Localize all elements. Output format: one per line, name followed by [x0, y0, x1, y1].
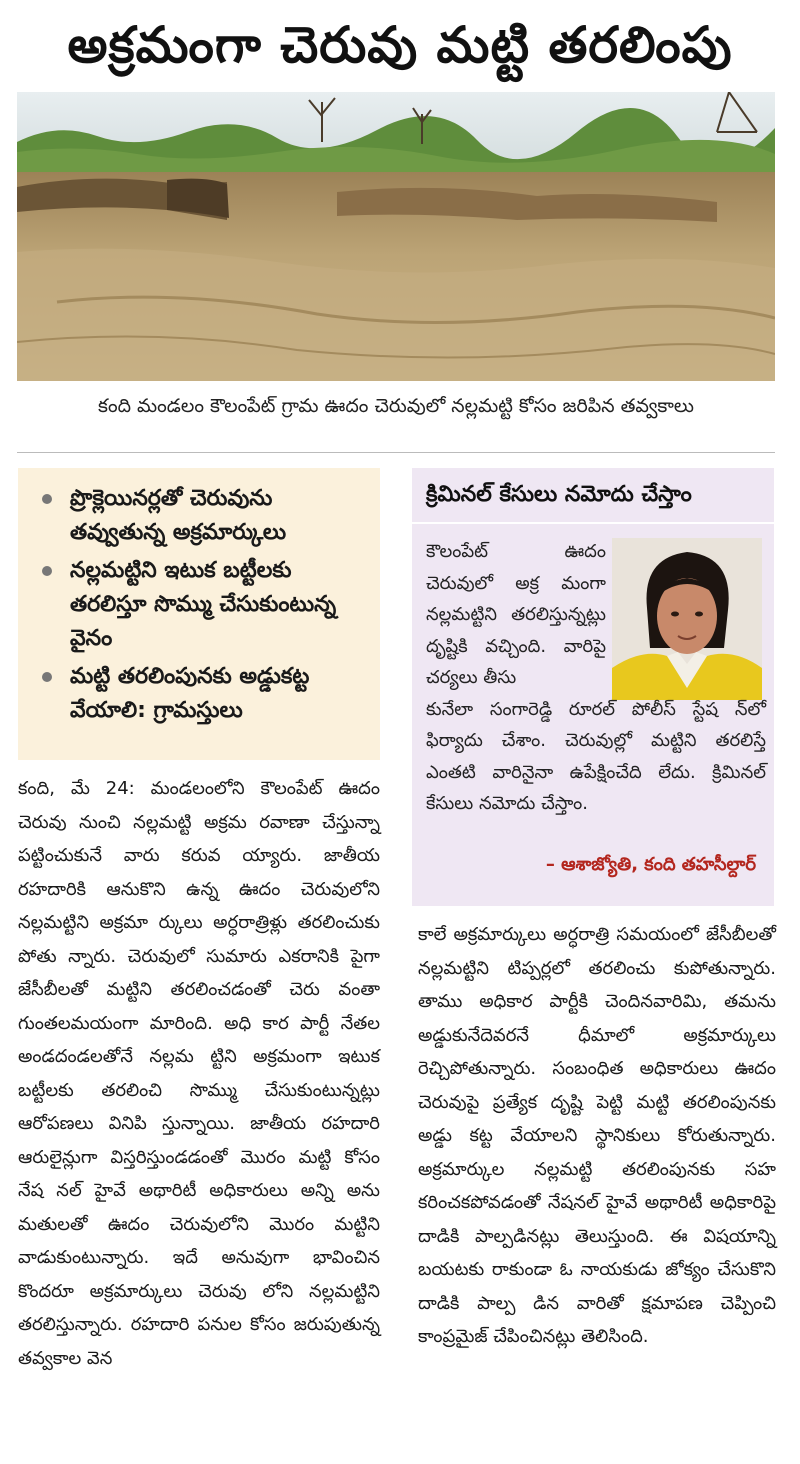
bullet-icon [42, 672, 52, 682]
quote-box-heading: క్రిమినల్ కేసులు నమోదు చేస్తాం [412, 468, 774, 524]
highlights-box [18, 468, 380, 760]
highlight-text: నల్లమట్టిని ఇటుక బట్టీలకు తరలిస్తూ సొమ్ము చేసుకుంటున్న వైనం [70, 558, 337, 651]
highlight-item [36, 482, 370, 550]
highlights-list [36, 482, 370, 728]
highlight-text: ప్రొక్లెయినర్లతో చెరువును తవ్వుతున్న అక్రమార్కులు [70, 486, 287, 545]
headline: అక్రమంగా చెరువు మట్టి తరలింపు [67, 16, 733, 74]
article-text-right: కాలే అక్రమార్కులు అర్ధరాత్రి సమయంలో జేసీబీలతో నల్లమట్టిని టిప్పర్లలో తరలించు కుపోతున్నారు. తాము అధికార పార్టీకి చెందినవారిమి, తమను అడ్డుకునేదెవరనే ధీమాలో అక్రమార్కులు రెచ్చిపోతున్నారు. సంబంధిత అధికారులు ఊదం చెరువుపై ప్రత్యేక దృష్టి పెట్టి మట్టి తరలింపునకు అడ్డు కట్ట వేయాలని స్థానికులు కోరుతున్నారు. అక్రమార్కుల నల్లమట్టి తరలింపునకు సహ కరించకపోవడంతో నేషనల్ హైవే అథారిటీ అధికారిపై దాడికి పాల్పడినట్లు తెలుస్తుంది. ఈ విషయాన్ని బయటకు రాకుండా ఓ నాయకుడు జోక్యం చేసుకొని దాడికి పాల్ప డిన వారితో క్షమాపణ చెప్పించి కాంప్రమైజ్ చేపించినట్లు తెలిసింది. [418, 924, 776, 1347]
quote-text-narrow: కౌలంపేట్ ఊదం చెరువులో అక్ర మంగా నల్లమట్టిని తరలిస్తున్నట్లు దృష్టికి వచ్చింది. వారిపై చర్యలు తీసు [426, 541, 606, 688]
caption-divider [17, 452, 775, 453]
quote-text-wide: కునేలా సంగారెడ్డి రూరల్ పోలీస్ స్టేష న్‌లో ఫిర్యాదు చేశాం. చెరువుల్లో మట్టిని తరలిస్తే ఎంతటి వారినైనా ఉపేక్షించేది లేదు. క్రిమినల్ కేసులు నమోదు చేస్తాం. [426, 698, 766, 814]
article-column-right [418, 918, 776, 1354]
highlight-text: మట్టి తరలింపునకు అడ్డుకట్ట వేయాలి: గ్రామస్తులు [70, 664, 310, 723]
article-column-left [18, 772, 380, 1375]
article-text-left: కంది, మే 24: మండలంలోని కౌలంపేట్ ఊదం చెరువు నుంచి నల్లమట్టి అక్రమ రవాణా చేస్తున్నా పట్టించుకునే వారు కరువ య్యారు. జాతీయ రహదారికి ఆనుకొని ఉన్న ఊదం చెరువులోని నల్లమట్టిని అక్రమా ర్కులు అర్ధరాత్రిళ్లు తరలించుకు పోతు న్నారు. చెరువులో సుమారు ఎకరానికి పైగా జేసీబీలతో మట్టిని తరలించడంతో చెరు వంతా గుంతలమయంగా మారింది. అధి కార పార్టీ నేతల అండదండలతోనే నల్లమ ట్టిని అక్రమంగా ఇటుక బట్టీలకు తరలించి సొమ్ము చేసుకుంటున్నట్లు ఆరోపణలు వినిపి స్తున్నాయి. జాతీయ రహదారి ఆరులైన్లుగా విస్తరిస్తుండడంతో మొరం మట్టి కోసం నేష నల్ హైవే అథారిటీ అధికారులు అన్ని అను మతులతో ఊదం చెరువులోని మొరం మట్టిని వాడుకుంటున్నారు. ఇదే అనువుగా భావించిన కొందరూ అక్రమార్కులు చెరువు లోని నల్లమట్టిని తరలిస్తున్నారు. రహదారి పనుల కోసం జరుపుతున్న తవ్వకాల వెన [18, 778, 380, 1369]
lake-photo [17, 92, 775, 381]
quote-signature: – ఆశాజ్యోతి, కంది తహసీల్దార్ [545, 854, 756, 875]
photo-caption: కంది మండలం కౌలంపేట్ గ్రామ ఊదం చెరువులో నల్లమట్టి కోసం జరిపిన తవ్వకాలు [98, 395, 694, 417]
quote-box [412, 468, 774, 906]
highlight-item [36, 660, 370, 728]
bullet-icon [42, 566, 52, 576]
highlight-item [36, 554, 370, 656]
bullet-icon [42, 494, 52, 504]
quote-text [426, 536, 766, 820]
lake-photo-illustration [17, 92, 775, 381]
